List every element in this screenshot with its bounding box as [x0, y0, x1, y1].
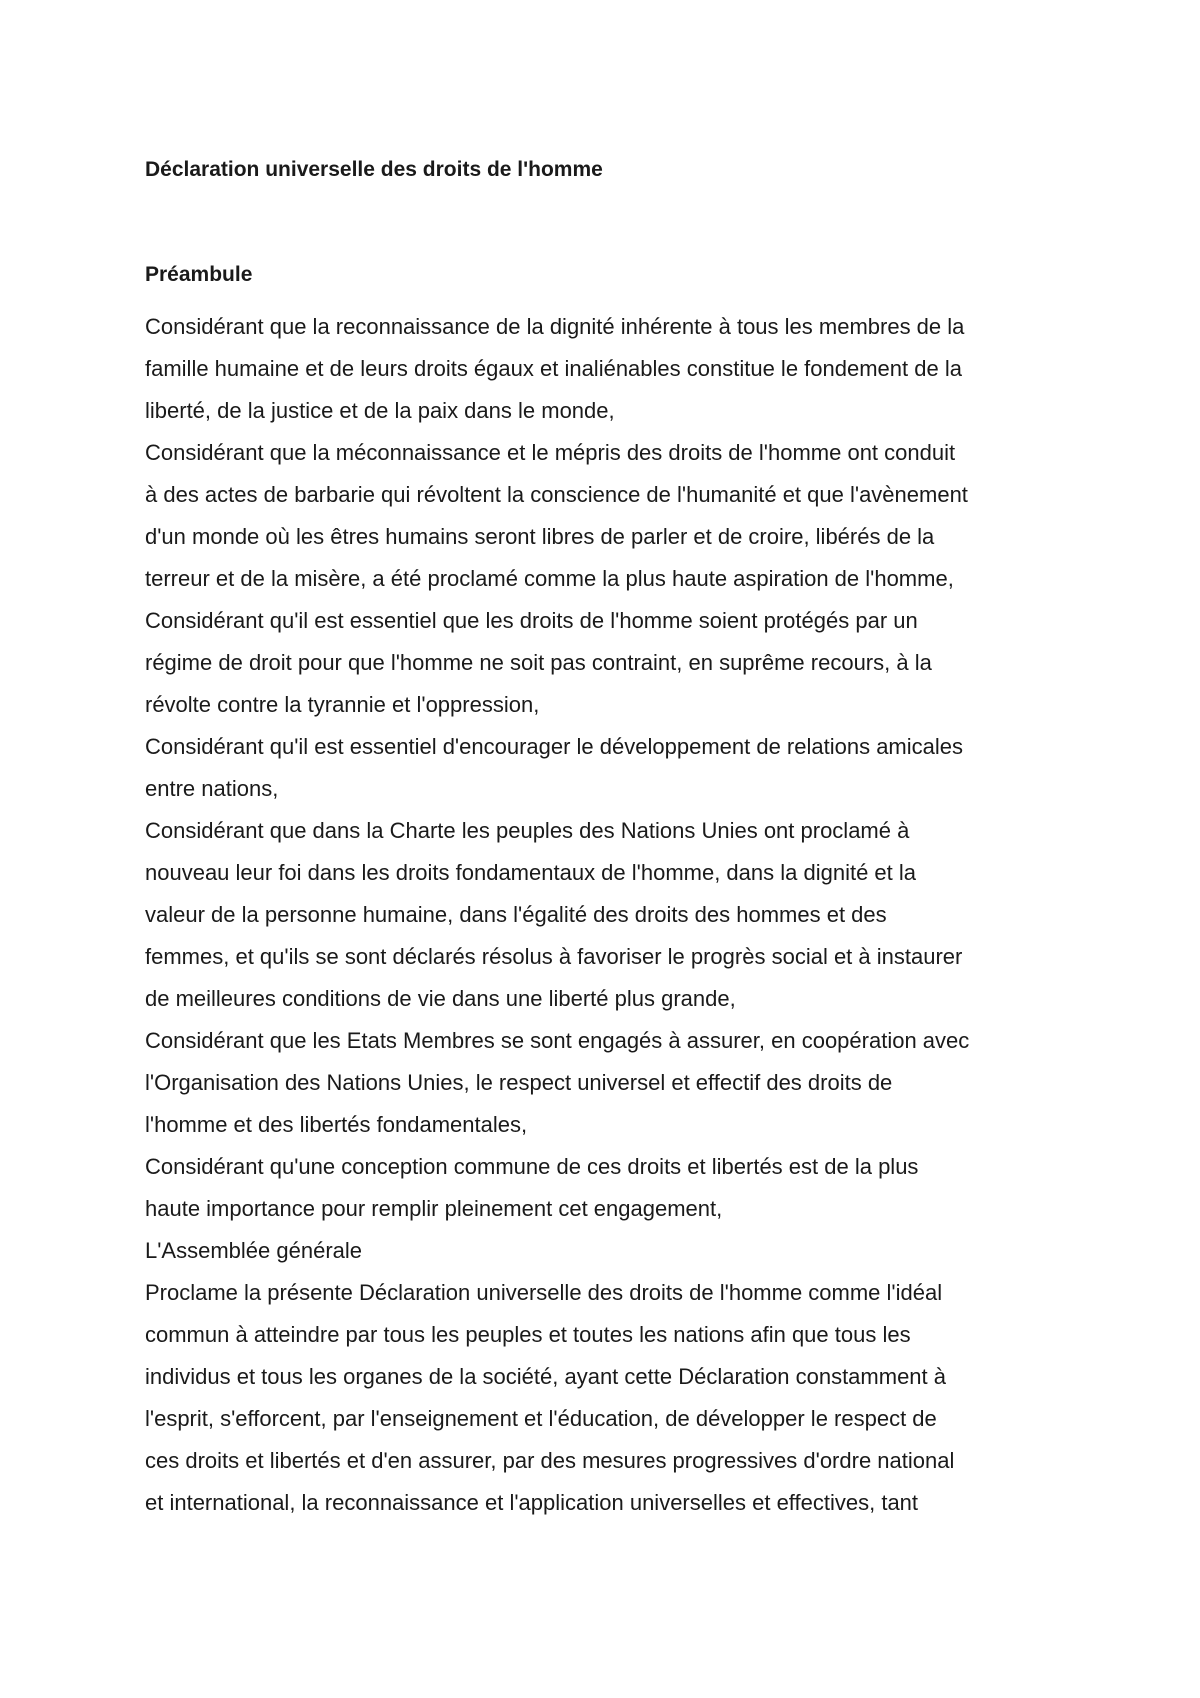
text-line: nouveau leur foi dans les droits fondamentaux de l'homme, dans la dignité et la: [145, 860, 917, 885]
text-line: Considérant qu'il est essentiel d'encourager le développement de relations amicales: [145, 734, 963, 759]
text-line: entre nations,: [145, 776, 279, 801]
text-line: Considérant que la reconnaissance de la dignité inhérente à tous les membres de la: [145, 314, 965, 339]
text-line: révolte contre la tyrannie et l'oppression,: [145, 692, 540, 717]
text-line: Considérant qu'une conception commune de ces droits et libertés est de la plus: [145, 1154, 919, 1179]
text-line: L'Assemblée générale: [145, 1238, 363, 1263]
text-line: d'un monde où les êtres humains seront libres de parler et de croire, libérés de la: [145, 524, 935, 549]
text-line: liberté, de la justice et de la paix dans le monde,: [145, 398, 615, 423]
section-heading-preambule: Préambule: [145, 263, 253, 286]
text-line: et international, la reconnaissance et l'application universelles et effectives, tant: [145, 1490, 919, 1515]
document-title: Déclaration universelle des droits de l'homme: [145, 158, 603, 181]
text-line: Considérant que les Etats Membres se sont engagés à assurer, en coopération avec: [145, 1028, 970, 1053]
text-line: Considérant que la méconnaissance et le mépris des droits de l'homme ont conduit: [145, 440, 956, 465]
text-line: régime de droit pour que l'homme ne soit pas contraint, en suprême recours, à la: [145, 650, 932, 675]
text-line: l'esprit, s'efforcent, par l'enseignement et l'éducation, de développer le respect de: [145, 1406, 937, 1431]
text-line: Considérant que dans la Charte les peuples des Nations Unies ont proclamé à: [145, 818, 910, 843]
text-line: individus et tous les organes de la société, ayant cette Déclaration constamment à: [145, 1364, 947, 1389]
text-line: ces droits et libertés et d'en assurer, par des mesures progressives d'ordre national: [145, 1448, 955, 1473]
text-line: l'homme et des libertés fondamentales,: [145, 1112, 528, 1137]
text-line: de meilleures conditions de vie dans une liberté plus grande,: [145, 986, 736, 1011]
text-line: haute importance pour remplir pleinement cet engagement,: [145, 1196, 723, 1221]
text-line: famille humaine et de leurs droits égaux et inaliénables constitue le fondement de la: [145, 356, 962, 381]
text-line: commun à atteindre par tous les peuples et toutes les nations afin que tous les: [145, 1322, 911, 1347]
text-line: terreur et de la misère, a été proclamé comme la plus haute aspiration de l'homme,: [145, 566, 954, 591]
text-line: valeur de la personne humaine, dans l'égalité des droits des hommes et des: [145, 902, 887, 927]
text-line: Proclame la présente Déclaration universelle des droits de l'homme comme l'idéal: [145, 1280, 943, 1305]
text-line: Considérant qu'il est essentiel que les droits de l'homme soient protégés par un: [145, 608, 918, 633]
text-line: femmes, et qu'ils se sont déclarés résolus à favoriser le progrès social et à instaurer: [145, 944, 963, 969]
preamble-body: [145, 306, 1075, 1524]
text-line: l'Organisation des Nations Unies, le respect universel et effectif des droits de: [145, 1070, 893, 1095]
text-line: à des actes de barbarie qui révoltent la conscience de l'humanité et que l'avènement: [145, 482, 968, 507]
